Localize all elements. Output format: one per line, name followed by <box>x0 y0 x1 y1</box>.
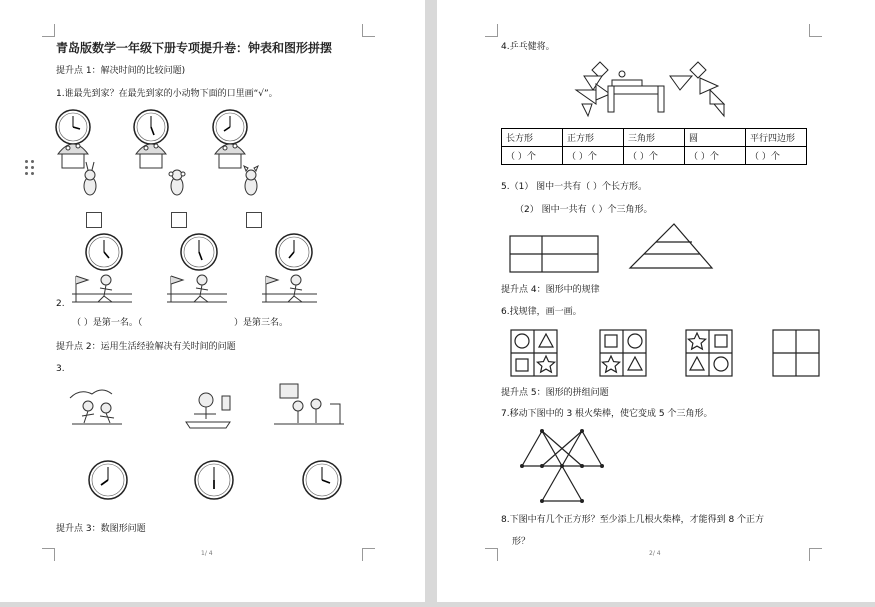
rabbit-icon <box>84 162 96 195</box>
page-number: 1/ 4 <box>201 550 213 557</box>
mushroom-house-icon <box>136 144 166 168</box>
answer-cell[interactable]: （ ）个 <box>502 147 563 165</box>
page-1 <box>0 0 425 602</box>
answer-cell[interactable]: （ ）个 <box>746 147 807 165</box>
shape-count-table <box>501 128 807 165</box>
pattern-grid <box>600 330 646 376</box>
table-header-cell: 平行四边形 <box>746 129 807 147</box>
clock-icon <box>86 234 122 270</box>
answer-checkbox[interactable] <box>171 212 187 228</box>
clock-icon <box>89 461 127 499</box>
clock-icon <box>276 234 312 270</box>
question-8-line-1: 8.下图中有几个正方形？至少添上几根火柴棒，才能得到 8 个正方 <box>501 515 765 525</box>
clock-icon <box>303 461 341 499</box>
answer-checkbox[interactable] <box>246 212 262 228</box>
table-header-cell: 正方形 <box>563 129 624 147</box>
question-6: 6.找规律，画一画。 <box>501 307 582 317</box>
clock-icon <box>56 110 90 144</box>
child-studying-image <box>186 393 230 428</box>
q5-figure <box>508 222 718 274</box>
family-room-image <box>274 384 344 424</box>
crop-mark <box>809 24 822 37</box>
table-header-cell: 三角形 <box>624 129 685 147</box>
table-header-row <box>502 129 807 147</box>
crop-mark <box>485 24 498 37</box>
page-number: 2/ 4 <box>649 550 661 557</box>
pig-icon <box>244 166 258 195</box>
crop-mark <box>809 548 822 561</box>
point-1-heading: 提升点 1：解决时间的比较问题) <box>56 66 186 76</box>
question-7: 7.移动下图中的 3 根火柴棒，使它变成 5 个三角形。 <box>501 409 713 419</box>
question-1: 1.谁最先到家？在最先到家的小动物下面的口里画“√”。 <box>56 89 278 99</box>
clock-icon <box>181 234 217 270</box>
matchstick-triangles-figure <box>520 428 612 506</box>
crop-mark <box>42 548 55 561</box>
clock-icon <box>213 110 247 144</box>
q2-answer-first: （ ）是第一名。（ <box>72 318 143 328</box>
answer-cell[interactable]: （ ）个 <box>685 147 746 165</box>
answer-cell[interactable]: （ ）个 <box>563 147 624 165</box>
point-4-heading: 提升点 4：图形中的规律 <box>501 285 600 295</box>
q3-figure <box>68 384 358 509</box>
point-5-heading: 提升点 5：图形的拼组问题 <box>501 388 609 398</box>
pattern-grid <box>511 330 557 376</box>
question-4: 4.乒乓健将。 <box>501 42 555 52</box>
crop-mark <box>362 548 375 561</box>
q6-pattern-figure <box>510 329 820 377</box>
title-bold: 钟表和图形拼摆 <box>248 41 333 55</box>
answer-cell[interactable]: （ ）个 <box>624 147 685 165</box>
point-2-heading: 提升点 2：运用生活经验解决有关时间的问题 <box>56 342 236 352</box>
crop-mark <box>485 548 498 561</box>
clock-icon <box>195 461 233 499</box>
children-playing-image <box>70 390 122 424</box>
answer-checkbox[interactable] <box>86 212 102 228</box>
question-8-line-2: 形？ <box>512 537 531 547</box>
question-3-number: 3. <box>56 364 65 374</box>
q2-answer-third: ）是第三名。 <box>234 318 289 328</box>
q2-figure <box>62 232 322 310</box>
title-main: 青岛版数学一年级下册专项提升卷： <box>56 41 249 55</box>
table-header-cell: 圆 <box>685 129 746 147</box>
crop-mark <box>362 24 375 37</box>
clock-icon <box>134 110 168 144</box>
question-2-number: 2. <box>56 299 65 309</box>
question-5-part-2: （2） 图中一共有（ ）个三角形。 <box>515 205 653 215</box>
pattern-grid <box>686 330 732 376</box>
runner-icon <box>194 275 208 302</box>
runner-icon <box>288 275 302 302</box>
empty-answer-grid <box>773 330 819 376</box>
question-5-part-1: 5.（1） 图中一共有（ ）个长方形。 <box>501 182 648 192</box>
table-row <box>502 147 807 165</box>
page-title <box>56 41 332 55</box>
mushroom-house-icon <box>215 144 245 168</box>
mushroom-house-icon <box>58 144 88 168</box>
ping-pong-tangram-figure <box>570 60 740 122</box>
drag-handle-icon[interactable] <box>25 160 35 178</box>
table-header-cell: 长方形 <box>502 129 563 147</box>
point-3-heading: 提升点 3：数图形问题 <box>56 524 146 534</box>
crop-mark <box>42 24 55 37</box>
monkey-icon <box>169 170 185 195</box>
runner-icon <box>98 275 112 302</box>
